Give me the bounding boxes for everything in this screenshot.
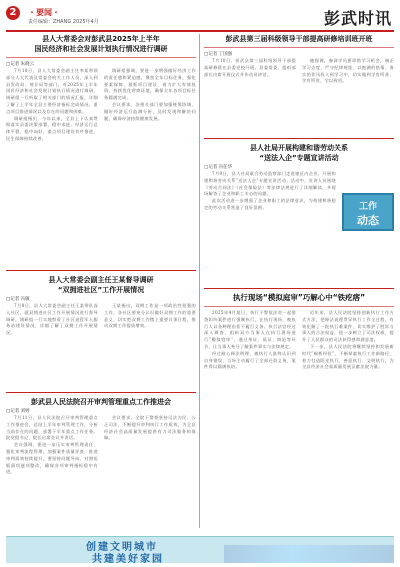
byline: □记者 冯敏	[6, 297, 30, 302]
left-column	[6, 34, 196, 530]
paragraph: 经过耐心释法明理，被执行人最终认识到自身错误，当场主动履行了全部还款义务，案件得以圆满执结。	[204, 350, 296, 370]
title-line-1: 县人大常委会副主任王某督导调研	[48, 276, 154, 284]
paragraph: 7月11日，县人民法院召开审判管理重点工作推进会，总结上半年审判管理工作，分析当前存在的问题，部署下半年重点工作任务。院党组书记、院长出席会议并讲话。	[6, 415, 98, 441]
paragraph: 会议要求，全院干警要坚持司法为民、公正司法，不断提升审判执行工作质效，为全县经济社会高质量发展提供有力司法服务和保障。	[104, 415, 196, 441]
page-meta: 责任编辑：ZHANG 2025年4月	[28, 19, 99, 25]
banner-line-2: 共建美好家园	[92, 554, 164, 565]
article-labor-law	[204, 138, 394, 289]
article-body	[6, 303, 196, 337]
city-skyline-graphic	[224, 545, 394, 563]
paragraph: 2025年4月某日，执行干警依法对一起借贷纠纷案件进行强制执行，在执行现场，被执行人以各种理由拒不履行义务。执行法官经过深入调查，组织双方当事人在执行现场进行“模拟庭审”，通过举证、质证、辩论等环节，让当事人充分了解案件事实与法律规定。	[204, 310, 296, 349]
article-title: 执行现场“模拟庭审”巧解心中“铁疙瘩”	[232, 293, 366, 302]
byline: □记者 丁国强	[204, 52, 233, 57]
paragraph: 王某指出，双拥工作是一项政治性很强的工作，各社区要充分认识做好双拥工作的重要意义，切实把双拥工作摆上重要议事日程，推动双拥工作提质增效。	[104, 303, 196, 329]
title-line-1: 县人大常委会对彭武县2025年上半年	[42, 35, 160, 43]
work-news-promo	[342, 193, 394, 231]
byline: □记者 朱晓云	[6, 62, 35, 67]
title-line-2: “送法入企”专题宣讲活动	[259, 154, 339, 162]
article-body	[6, 68, 196, 143]
promo-line-1: 工作	[358, 202, 377, 212]
paragraph: 调研组强调，要进一步增强做好经济工作的责任感和紧迫感，聚焦全年目标任务，强化要素保障，狠抓项目建设，着力扩大有效投资，持续优化营商环境，确保全年各项目标任务圆满完成。	[104, 68, 196, 101]
article-title	[6, 34, 196, 54]
paragraph: 7月8日，县人大常委会副主任王某带队深入社区，就双拥进社区工作开展情况进行督导调研。调研组一行实地察看了社区退役军人服务站建设情况，详细了解了双拥工作开展情况。	[6, 303, 98, 336]
paragraph: 7月9日，县人社局联合劳动监察部门走进辖区内企业，开展构建和谐劳动关系“送法入企”专题宣讲活动。活动中，宣讲人员围绕《劳动合同法》《社会保险法》等法律法规进行了详细解读，并现场解答了企业和职工关心的问题。	[204, 171, 336, 197]
banner-line-1: 创建文明城市	[86, 542, 158, 553]
column-divider	[199, 34, 200, 528]
paragraph: 此次活动进一步增强了企业和职工的法律意识，为构建和谐稳定的劳动关系营造了良好氛围。	[204, 198, 336, 210]
article-title	[204, 143, 394, 163]
divider	[204, 306, 394, 307]
paragraph: 调研组指出，今年以来，全县上下认真贯彻落实县委决策部署，稳中求进，经济运行总体平稳、稳中向好，重点项目建设有序推进，民生保障持续改善。	[6, 115, 98, 141]
paragraph: 她强调，参训学员要珍惜学习机会，端正学习态度，严守纪律规矩，以饱满的热情、务实的作风投入到学习中，切实做到学有所获、学有所用、学以致用。	[302, 58, 394, 84]
byline: □记者 冯任华	[204, 165, 233, 170]
title-line-1: 县人社局开展构建和谐劳动关系	[250, 144, 348, 152]
masthead: 彭武时讯	[323, 9, 392, 28]
title-line-2: 国民经济和社会发展计划执行情况进行调研	[34, 45, 168, 53]
page-header	[6, 6, 394, 32]
article-title: 彭武县人民法院召开审判管理重点工作推进会	[31, 398, 171, 406]
promo-line-2: 动态	[357, 214, 379, 227]
civic-banner	[6, 536, 394, 563]
divider	[6, 57, 196, 58]
paragraph: 会议要求，各相关部门要加强统筹协调，做好经济运行监测分析，及时发现和解决问题，确保经济持续健康发展。	[104, 101, 196, 121]
paragraph: 近年来，县人民法院坚持创新执行工作方式方法，把释法说理贯穿执行工作全过程，有效化解了一批执行难案件，切实维护了胜诉当事人的合法权益，进一步树立了司法权威，提升了人民群众的司法获得感和满意度。	[302, 310, 394, 343]
title-line-2: “双拥进社区”工作开展情况	[57, 286, 145, 294]
article-title: 彭武县第三届科级领导干部提高研修培训班开班	[225, 35, 373, 43]
byline: □记者 刘婷	[6, 409, 30, 414]
divider	[204, 47, 394, 48]
paragraph: 7月10日，县人大常委会副主任李某带领部分人大代表及常委会机关工作人员，深入到县发改局、统计局等部门，对2025年上半年国民经济和社会发展计划执行情况进行调研。调研组一行听取了相关部门的情况汇报，详细了解了上半年全县主要经济指标完成情况、重点项目推进情况以及存在的问题和困难。	[6, 68, 98, 114]
article-body	[204, 58, 394, 85]
article-mock-trial	[204, 288, 394, 535]
article-title	[6, 275, 196, 295]
paragraph: 7月10日，彭武县第三届科级领导干部提高研修班在县委党校开班。县委常委、组织部部长出席开班仪式并作动员讲话。	[204, 58, 296, 77]
article-court-meeting	[6, 392, 196, 535]
page-number: 2	[6, 6, 20, 20]
article-economic-survey	[6, 34, 196, 266]
article-body	[204, 310, 394, 371]
article-body	[204, 171, 394, 227]
article-double-support	[6, 270, 196, 393]
paragraph: 会议强调，要进一步压实审判管理责任，强化审判流程管理，加强案件质量评查，推进审判质效持续提升。要坚持问题导向，对照短板弱项逐项整改，确保各项审判指标稳中有进。	[6, 442, 98, 475]
paragraph: 下一步，县人民法院将继续坚持和发展新时代“枫桥经验”，不断探索执行工作新路径，着力打造阳光执行、善意执行、文明执行，为全县经济社会高质量发展贡献法院力量。	[302, 343, 394, 370]
article-cadre-training	[204, 34, 394, 134]
section-name: ・要闻・	[28, 8, 60, 17]
article-body	[6, 415, 196, 476]
right-column	[204, 34, 394, 530]
